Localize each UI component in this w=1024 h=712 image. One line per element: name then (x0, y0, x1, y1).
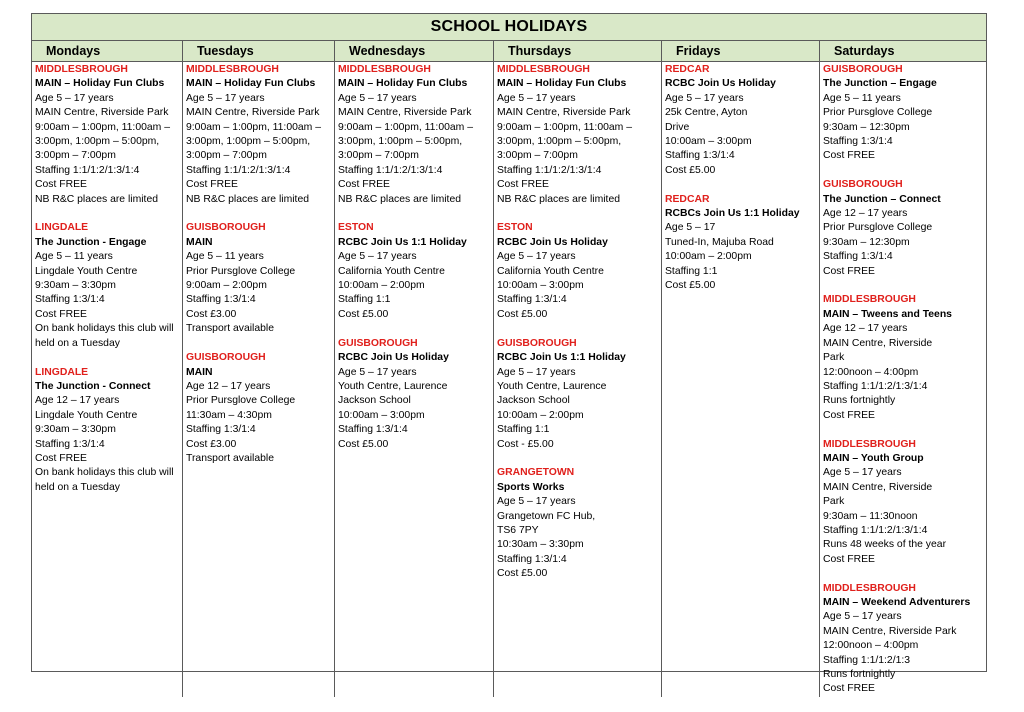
entry-detail-line: On bank holidays this club will (35, 467, 174, 479)
column-saturdays (820, 62, 986, 697)
entry-detail-line: Lingdale Youth Centre (35, 409, 138, 421)
entry-detail-line: Age 5 – 17 years (497, 496, 576, 508)
entry-detail-line: 9:00am – 1:00pm, 11:00am – (35, 121, 170, 133)
entry-club-name: The Junction – Engage (823, 78, 937, 90)
entry-detail-line: Transport available (186, 452, 274, 464)
entry-detail-line: Cost £5.00 (665, 164, 716, 176)
entry-area: MIDDLESBROUGH (338, 64, 431, 75)
activity-entry (665, 193, 817, 294)
entry-detail-line: held on a Tuesday (35, 481, 120, 493)
entry-area: MIDDLESBROUGH (823, 438, 916, 450)
entry-detail-line: Staffing 1:3/1:4 (823, 136, 893, 148)
entry-detail-line: 10:00am – 3:00pm (665, 136, 752, 148)
entry-detail-line: Staffing 1:1 (497, 424, 550, 436)
entry-detail-line: Staffing 1:1 (665, 265, 718, 277)
entry-club-name: MAIN (186, 366, 213, 378)
entry-detail-line: California Youth Centre (497, 265, 604, 277)
activity-entry (186, 63, 332, 207)
entry-detail-line: 11:30am – 4:30pm (186, 409, 272, 421)
entry-detail-line: 3:00pm – 7:00pm (186, 150, 267, 162)
activity-entry (338, 337, 491, 452)
entry-detail-line: Cost £3.00 (186, 308, 237, 320)
entry-detail-line: Age 12 – 17 years (823, 208, 908, 220)
entry-detail-line: 10:30am – 3:30pm (497, 539, 584, 551)
activity-entry (823, 438, 984, 568)
entry-detail-line: TS6 7PY (497, 524, 539, 536)
entry-detail-line: Age 5 – 17 years (338, 251, 417, 263)
entry-area: MIDDLESBROUGH (35, 64, 128, 75)
entry-detail-line: NB R&C places are limited (35, 193, 158, 205)
entry-detail-line: Age 12 – 17 years (35, 395, 120, 407)
entry-detail-line: 9:00am – 1:00pm, 11:00am – (186, 121, 321, 133)
entry-area: GUISBOROUGH (186, 222, 266, 234)
entry-detail-line: Cost £5.00 (338, 438, 389, 450)
entry-detail-line: Lingdale Youth Centre (35, 265, 138, 277)
entry-detail-line: Drive (665, 121, 690, 133)
entry-detail-line: Staffing 1:1/1:2/1:3/1:4 (823, 380, 928, 392)
entry-detail-line: Cost £5.00 (338, 308, 389, 320)
entry-detail-line: Runs 48 weeks of the year (823, 539, 947, 551)
entry-detail-line: Jackson School (497, 395, 570, 407)
entry-detail-line: Prior Pursglove College (823, 222, 933, 234)
entry-club-name: The Junction - Connect (35, 380, 151, 392)
entry-detail-line: 10:00am – 2:00pm (338, 280, 425, 292)
entry-detail-line: Cost FREE (497, 179, 549, 191)
entry-area: LINGDALE (35, 366, 89, 378)
entry-detail-line: NB R&C places are limited (338, 193, 461, 205)
entry-detail-line: Park (823, 352, 845, 364)
activity-entry (497, 466, 659, 581)
entry-detail-line: MAIN Centre, Riverside Park (497, 107, 631, 119)
day-header-tuesdays: Tuesdays (183, 41, 335, 61)
activity-entry (823, 63, 984, 164)
activity-entry (823, 178, 984, 279)
entry-detail-line: 9:30am – 12:30pm (823, 236, 910, 248)
entry-detail-line: 9:00am – 1:00pm, 11:00am – (497, 121, 632, 133)
holiday-timetable (31, 13, 987, 695)
entry-detail-line: 3:00pm – 7:00pm (35, 150, 116, 162)
activity-entry (35, 63, 180, 207)
entry-detail-line: Cost £5.00 (497, 568, 548, 580)
entry-club-name: Sports Works (497, 481, 565, 493)
entry-area: GUISBOROUGH (823, 64, 903, 75)
entry-detail-line: 25k Centre, Ayton (665, 107, 748, 119)
entry-area: GRANGETOWN (497, 467, 575, 479)
entry-detail-line: Age 5 – 17 years (823, 611, 902, 623)
entry-detail-line: Prior Pursglove College (823, 107, 933, 119)
day-header-row (32, 41, 986, 62)
entry-detail-line: Cost FREE (823, 409, 875, 421)
entry-detail-line: Tuned-In, Majuba Road (665, 236, 774, 248)
activity-entry (497, 337, 659, 452)
entry-area: LINGDALE (35, 222, 89, 234)
activity-entry (497, 63, 659, 207)
entry-detail-line: 12:00noon – 4:00pm (823, 366, 919, 378)
entry-detail-line: Staffing 1:1/1:2/1:3/1:4 (186, 164, 291, 176)
entry-detail-line: Cost FREE (338, 179, 390, 191)
entry-club-name: MAIN – Holiday Fun Clubs (338, 78, 468, 90)
entry-detail-line: Age 5 – 17 years (497, 366, 576, 378)
activity-entry (186, 351, 332, 466)
entry-detail-line: Age 5 – 17 years (186, 92, 265, 104)
column-mondays (32, 62, 183, 697)
entry-area: MIDDLESBROUGH (186, 64, 279, 75)
entry-detail-line: Staffing 1:3/1:4 (497, 294, 567, 306)
day-columns (32, 62, 986, 697)
entry-club-name: RCBC Join Us 1:1 Holiday (497, 352, 626, 364)
entry-detail-line: Cost £3.00 (186, 438, 237, 450)
entry-area: MIDDLESBROUGH (823, 294, 916, 306)
entry-detail-line: Staffing 1:3/1:4 (665, 150, 735, 162)
entry-detail-line: 3:00pm – 7:00pm (338, 150, 419, 162)
entry-detail-line: Staffing 1:3/1:4 (186, 424, 256, 436)
entry-detail-line: MAIN Centre, Riverside Park (338, 107, 472, 119)
entry-detail-line: Age 5 – 17 years (823, 467, 902, 479)
entry-detail-line: 3:00pm, 1:00pm – 5:00pm, (186, 136, 311, 148)
entry-club-name: MAIN (186, 236, 213, 248)
entry-detail-line: Cost FREE (35, 179, 87, 191)
entry-detail-line: Age 5 – 17 years (338, 366, 417, 378)
entry-detail-line: Cost FREE (186, 179, 238, 191)
entry-detail-line: Staffing 1:1/1:2/1:3/1:4 (823, 524, 928, 536)
day-header-mondays: Mondays (32, 41, 183, 61)
activity-entry (823, 293, 984, 423)
timetable-title: SCHOOL HOLIDAYS (32, 14, 986, 41)
entry-detail-line: 12:00noon – 4:00pm (823, 640, 919, 652)
entry-detail-line: Cost FREE (35, 452, 87, 464)
entry-detail-line: Cost FREE (35, 308, 87, 320)
entry-detail-line: Grangetown FC Hub, (497, 510, 596, 522)
entry-detail-line: Age 12 – 17 years (823, 323, 908, 335)
entry-detail-line: Cost FREE (823, 683, 875, 695)
entry-detail-line: 10:00am – 3:00pm (497, 280, 584, 292)
entry-area: ESTON (338, 222, 374, 234)
entry-club-name: MAIN – Holiday Fun Clubs (186, 78, 316, 90)
day-header-fridays: Fridays (662, 41, 820, 61)
entry-area: MIDDLESBROUGH (823, 582, 916, 594)
activity-entry (497, 221, 659, 322)
entry-club-name: RCBC Join Us 1:1 Holiday (338, 236, 467, 248)
entry-detail-line: Staffing 1:1/1:2/1:3/1:4 (338, 164, 443, 176)
entry-detail-line: On bank holidays this club will (35, 323, 174, 335)
entry-detail-line: Youth Centre, Laurence (497, 380, 607, 392)
entry-detail-line: NB R&C places are limited (186, 193, 309, 205)
entry-detail-line: Youth Centre, Laurence (338, 380, 448, 392)
column-tuesdays (183, 62, 335, 697)
entry-detail-line: held on a Tuesday (35, 337, 120, 349)
column-fridays (662, 62, 820, 697)
entry-detail-line: Age 5 – 17 years (497, 251, 576, 263)
entry-detail-line: Staffing 1:3/1:4 (35, 294, 105, 306)
entry-detail-line: Jackson School (338, 395, 411, 407)
entry-area: GUISBOROUGH (823, 179, 903, 191)
entry-area: MIDDLESBROUGH (497, 64, 590, 75)
entry-club-name: MAIN – Holiday Fun Clubs (35, 78, 165, 90)
entry-club-name: RCBCs Join Us 1:1 Holiday (665, 208, 800, 220)
entry-detail-line: Staffing 1:3/1:4 (186, 294, 256, 306)
entry-detail-line: Cost FREE (823, 553, 875, 565)
entry-detail-line: 10:00am – 3:00pm (338, 409, 425, 421)
entry-club-name: MAIN – Youth Group (823, 452, 924, 464)
entry-detail-line: MAIN Centre, Riverside (823, 337, 933, 349)
activity-entry (35, 221, 180, 351)
entry-detail-line: Transport available (186, 323, 274, 335)
entry-detail-line: Staffing 1:1/1:2/1:3/1:4 (35, 164, 140, 176)
entry-detail-line: 10:00am – 2:00pm (665, 251, 752, 263)
entry-detail-line: California Youth Centre (338, 265, 445, 277)
entry-detail-line: 9:30am – 3:30pm (35, 424, 116, 436)
entry-detail-line: Age 5 – 11 years (186, 251, 264, 263)
entry-detail-line: Age 5 – 17 years (338, 92, 417, 104)
entry-club-name: The Junction – Connect (823, 193, 941, 205)
entry-club-name: MAIN – Weekend Adventurers (823, 596, 971, 608)
entry-detail-line: Age 5 – 17 years (665, 92, 744, 104)
entry-area: REDCAR (665, 64, 710, 75)
activity-entry (665, 63, 817, 178)
entry-detail-line: 9:30am – 12:30pm (823, 121, 910, 133)
entry-detail-line: Age 12 – 17 years (186, 380, 271, 392)
entry-detail-line: Cost £5.00 (665, 280, 716, 292)
entry-club-name: The Junction - Engage (35, 236, 147, 248)
entry-detail-line: 9:30am – 3:30pm (35, 280, 116, 292)
day-header-saturdays: Saturdays (834, 44, 895, 58)
entry-detail-line: 3:00pm, 1:00pm – 5:00pm, (338, 136, 463, 148)
activity-entry (186, 221, 332, 336)
entry-detail-line: MAIN Centre, Riverside (823, 481, 933, 493)
entry-detail-line: MAIN Centre, Riverside Park (35, 107, 169, 119)
entry-detail-line: 3:00pm – 7:00pm (497, 150, 578, 162)
entry-detail-line: Age 5 – 17 (665, 222, 716, 234)
entry-area: ESTON (497, 222, 533, 234)
column-wednesdays (335, 62, 494, 697)
entry-detail-line: 9:30am – 11:30noon (823, 510, 918, 522)
entry-detail-line: 10:00am – 2:00pm (497, 409, 584, 421)
column-thursdays (494, 62, 662, 697)
entry-detail-line: Cost FREE (823, 150, 875, 162)
entry-detail-line: Staffing 1:3/1:4 (35, 438, 105, 450)
entry-detail-line: Age 5 – 17 years (497, 92, 576, 104)
entry-detail-line: 3:00pm, 1:00pm – 5:00pm, (35, 136, 160, 148)
entry-detail-line: Staffing 1:1/1:2/1:3/1:4 (497, 164, 602, 176)
activity-entry (338, 221, 491, 322)
day-header-wednesdays: Wednesdays (335, 41, 494, 61)
activity-entry (823, 582, 984, 697)
entry-detail-line: 9:00am – 2:00pm (186, 280, 267, 292)
entry-detail-line: Age 5 – 17 years (35, 92, 114, 104)
entry-detail-line: Staffing 1:1/1:2/1:3 (823, 654, 911, 666)
entry-detail-line: Cost £5.00 (497, 308, 548, 320)
entry-club-name: MAIN – Tweens and Teens (823, 308, 952, 320)
activity-entry (338, 63, 491, 207)
entry-detail-line: Cost FREE (823, 265, 875, 277)
entry-detail-line: Prior Pursglove College (186, 265, 296, 277)
entry-detail-line: Staffing 1:3/1:4 (823, 251, 893, 263)
entry-detail-line: MAIN Centre, Riverside Park (823, 625, 957, 637)
entry-club-name: RCBC Join Us Holiday (665, 78, 776, 90)
entry-detail-line: 3:00pm, 1:00pm – 5:00pm, (497, 136, 622, 148)
entry-club-name: RCBC Join Us Holiday (338, 352, 449, 364)
entry-detail-line: 9:00am – 1:00pm, 11:00am – (338, 121, 473, 133)
entry-area: GUISBOROUGH (338, 337, 418, 349)
entry-detail-line: Age 5 – 11 years (35, 251, 113, 263)
entry-detail-line: Staffing 1:3/1:4 (338, 424, 408, 436)
day-header-thursdays: Thursdays (494, 41, 662, 61)
entry-area: REDCAR (665, 193, 710, 205)
entry-detail-line: Runs fortnightly (823, 395, 896, 407)
entry-detail-line: Staffing 1:1 (338, 294, 391, 306)
entry-club-name: RCBC Join Us Holiday (497, 236, 608, 248)
entry-detail-line: Park (823, 496, 845, 508)
entry-detail-line: Age 5 – 11 years (823, 92, 901, 104)
entry-detail-line: MAIN Centre, Riverside Park (186, 107, 320, 119)
activity-entry (35, 366, 180, 496)
entry-area: GUISBOROUGH (186, 352, 266, 364)
entry-detail-line: Runs fortnightly (823, 669, 896, 680)
entry-detail-line: Staffing 1:3/1:4 (497, 553, 567, 565)
entry-detail-line: Cost - £5.00 (497, 438, 554, 450)
entry-detail-line: Prior Pursglove College (186, 395, 296, 407)
entry-detail-line: NB R&C places are limited (497, 193, 620, 205)
entry-area: GUISBOROUGH (497, 337, 577, 349)
entry-club-name: MAIN – Holiday Fun Clubs (497, 78, 627, 90)
